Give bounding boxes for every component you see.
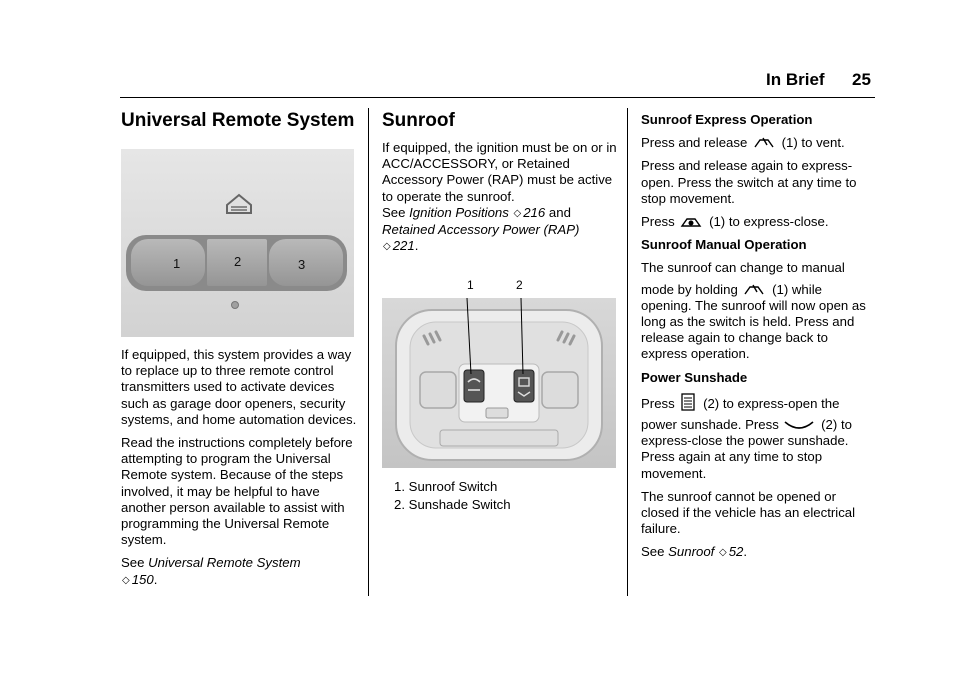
universal-remote-heading: Universal Remote System [121,110,355,131]
remote-button-1[interactable] [131,239,205,286]
see-label: See [382,204,406,220]
remote-button-3-label: 3 [298,257,306,272]
sunroof-operation-column [641,112,877,569]
manual-operation-heading: Sunroof Manual Operation [641,237,807,253]
sunshade-close-body: express-close the power sunshade. Press again at any time to stop movement. [641,433,849,481]
sunroof-see-also: See Ignition Positions ◇ 216 and Retained Accessory Power (RAP) ◇ 221. [382,204,580,254]
right-map-lamp[interactable] [542,372,578,408]
caption-sunshade-switch: 2. Sunshade Switch [394,496,511,512]
ignition-positions-link[interactable]: Ignition Positions [409,204,509,220]
callout-2: 2 [516,278,523,293]
manual-operation-body: opening. The sunroof will now open as long as the switch is held. Press and release again to change back to express operation. [641,297,866,362]
remote-button-3[interactable] [269,239,343,286]
universal-remote-buttons-photo [121,149,354,337]
sunshade-switch[interactable] [514,370,534,402]
page-number: 25 [852,70,871,89]
rap-link[interactable]: Retained Accessory Power (RAP) [382,222,580,238]
cross-reference-page[interactable]: 150 [131,571,154,587]
sunshade-close-icon [784,420,814,432]
express-open-instruction: Press and release again to express-open. Press the switch at any time to stop movement. [641,158,857,206]
page-ref-icon: ◇ [513,207,522,219]
diagram-captions [382,479,618,512]
remote-button-1-label: 1 [173,256,181,271]
column-divider-1 [368,108,369,596]
ignition-positions-page[interactable]: 216 [523,204,546,220]
callout-1: 1 [467,278,474,293]
express-vent-instruction: Press and release (1) to vent. [641,135,845,151]
page-ref-icon: ◇ [122,574,130,586]
and-label: and [548,204,571,220]
universal-remote-column [121,110,357,596]
manual-operation-line1: The sunroof can change to manual [641,260,845,276]
remote-button-2-label: 2 [234,254,242,269]
sunroof-vent-icon [753,136,775,150]
running-header-section: In Brief [766,70,825,89]
header-rule [120,97,875,98]
page-ref-icon: ◇ [719,547,727,559]
indicator-light-icon [232,302,239,309]
cross-reference-link[interactable]: Universal Remote System [148,555,301,571]
sunshade-open-icon [680,393,696,411]
sunshade-open-instruction: Press (2) to express-open the [641,393,877,412]
universal-remote-intro: If equipped, this system provides a way to replace up to three remote control transmitters used to activate devices such as garage door openers, security systems, and home automation devices. [121,347,357,427]
sunroof-see-also: See Sunroof ◇ 52. [641,544,748,560]
universal-remote-see-also: See Universal Remote System ◇ 150. [121,555,301,587]
sunroof-vent-icon [743,283,765,297]
express-operation-heading: Sunroof Express Operation [641,112,813,127]
sunroof-close-icon [680,215,702,229]
sunroof-link[interactable]: Sunroof [668,544,715,560]
left-map-lamp[interactable] [420,372,456,408]
overhead-console-diagram [382,278,616,468]
console-center-button[interactable] [486,408,508,418]
sunroof-intro: If equipped, the ignition must be on or in ACC/ACCESSORY, or Retained Accessory Power (RAP) must be active to operate the sunroof. [382,140,617,204]
column-divider-2 [627,108,628,596]
console-lower-panel [440,430,558,446]
manual-operation-line2: mode by holding (1) while [641,281,822,297]
rap-page[interactable]: 221 [392,238,415,254]
express-close-instruction: Press (1) to express-close. [641,214,829,230]
electrical-failure-note: The sunroof cannot be opened or closed if the vehicle has an electrical failure. [641,488,856,537]
power-sunshade-heading: Power Sunshade [641,369,748,385]
page-ref-icon: ◇ [383,241,391,253]
remote-button-2[interactable] [207,239,267,286]
universal-remote-instructions: Read the instructions completely before attempting to program the Universal Remote system. Because of the steps involved, it may be helpful to have another person available to assist with programming the Universal Remote system. [121,435,353,548]
sunroof-heading: Sunroof [382,110,455,131]
sunroof-column [382,110,618,514]
caption-sunroof-switch: 1. Sunroof Switch [394,479,498,495]
sunroof-link-page[interactable]: 52 [728,544,744,560]
see-label: See [121,555,145,571]
sunshade-close-instruction: power sunshade. Press (2) to [641,417,852,433]
sunroof-switch[interactable] [464,370,484,402]
